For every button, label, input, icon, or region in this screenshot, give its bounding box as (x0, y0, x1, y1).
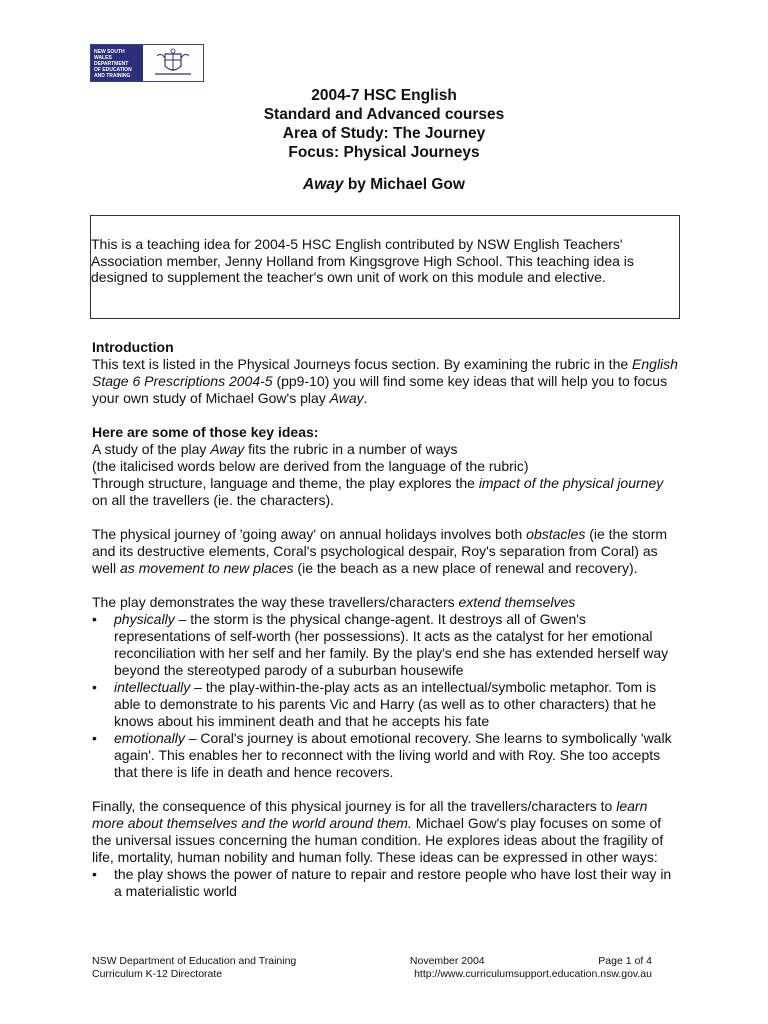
footer-url[interactable]: http://www.curriculumsupport.education.nsw.gov.au (414, 967, 652, 980)
ki-l3b: impact of the physical journey (478, 475, 664, 491)
list-item (92, 730, 682, 781)
extend-paragraph (92, 594, 682, 611)
list-item (92, 866, 682, 900)
ki-l1b: Away (210, 441, 245, 457)
p3b: extend themselves (458, 594, 576, 610)
key-ideas-line-2: (the italicised words below are derived from the language of the rubric) (92, 458, 529, 474)
bullet-em: physically (114, 611, 175, 627)
ki-l1c: fits the rubric in a number of ways (244, 441, 458, 457)
title-line-4: Focus: Physical Journeys (288, 144, 480, 161)
coat-of-arms-icon (143, 45, 203, 81)
contributor-text: This is a teaching idea for 2004-5 HSC English contributed by NSW English Teachers' Association member, Jenny Holland from Kingsgrove High School. This teaching idea is designed to supplement the teacher's own unit of work on this module and elective. (91, 236, 634, 285)
p2e: (ie the beach as a new place of renewal and recovery). (293, 560, 638, 576)
footer-date: November 2004 (409, 955, 485, 967)
intro-play-name: Away (329, 390, 364, 406)
bullet-icon: • (92, 730, 97, 746)
extend-list (92, 611, 682, 781)
work-title (0, 175, 768, 194)
p2a: The physical journey of 'going away' on annual holidays involves both (92, 526, 527, 542)
p4a: Finally, the consequence of this physical journey is for all the travellers/characters to (92, 798, 617, 814)
finally-paragraph (92, 798, 682, 866)
p2b: obstacles (526, 526, 586, 542)
title-line-3: Area of Study: The Journey (282, 125, 486, 142)
intro-heading: Introduction (92, 339, 174, 355)
p3a: The play demonstrates the way these travellers/characters (92, 594, 459, 610)
bullet-text: – Coral's journey is about emotional recovery. She learns to symbolically 'walk again'. This enables her to reconnect with the living world and with Roy. She too accepts that there is life in death and hence recovers. (114, 730, 672, 780)
bullet-em: intellectually (114, 679, 191, 695)
bullet-text: – the storm is the physical change-agent. It destroys all of Gwen's representations of self-worth (her possessions). It acts as the catalyst for her emotional reconciliation with her self and her family. By the play's end she has extended herself way beyond the stereotyped parody of a suburban housewife (114, 611, 669, 678)
nsw-det-logo (90, 44, 204, 82)
contributor-box (90, 215, 680, 319)
p2c: (ie the storm and its destructive elements, Coral's psychological despair, Roy's separation from Coral) as well (92, 526, 668, 576)
work-name: Away (303, 176, 344, 193)
bullet-icon: • (92, 611, 97, 627)
bullet-icon: • (92, 866, 97, 882)
document-title (0, 86, 768, 194)
ki-l3a: Through structure, language and theme, the play explores the (92, 475, 479, 491)
bullet-icon: • (92, 679, 97, 695)
key-ideas-line-3 (92, 475, 682, 509)
key-ideas-line-1 (92, 441, 682, 458)
journey-paragraph (92, 526, 682, 577)
intro-paragraph (92, 356, 682, 407)
bullet-text: the play shows the power of nature to repair and restore people who have lost their way in a materialistic world (114, 866, 672, 899)
ki-l1a: A study of the play (92, 441, 211, 457)
footer-dept: NSW Department of Education and Training (92, 955, 297, 967)
list-item (92, 679, 682, 730)
intro-text-5: . (363, 390, 368, 406)
bullet-em: emotionally (114, 730, 185, 746)
title-line-1: 2004-7 HSC English (311, 87, 457, 104)
work-author: by Michael Gow (343, 176, 465, 193)
list-item (92, 611, 682, 679)
logo-text: NEW SOUTH WALES DEPARTMENT OF EDUCATION AND TRAINING (91, 45, 143, 81)
ki-l3c: on all the travellers (ie. the characters). (92, 492, 334, 508)
intro-text-3: (pp9-10) you will find some key ideas that will help you to focus your own study of Michael Gow's play (92, 373, 668, 406)
key-ideas-heading: Here are some of those key ideas: (92, 424, 319, 440)
document-body (92, 339, 682, 900)
title-line-2: Standard and Advanced courses (263, 106, 505, 123)
ideas-list (92, 866, 682, 900)
footer-page: Page 1 of 4 (598, 955, 652, 967)
intro-text-1: This text is listed in the Physical Journeys focus section. By examining the rubric in the (92, 356, 633, 372)
intro-prescriptions: English Stage 6 Prescriptions 2004-5 (92, 356, 678, 389)
p4c: Michael Gow's play focuses on some of the universal issues concerning the human condition. He explores ideas about the fragility of life, mortality, human nobility and human folly. These ideas can be expressed in other ways: (92, 815, 664, 865)
p4b: learn more about themselves and the world around them. (92, 798, 648, 831)
page-footer (92, 955, 652, 980)
footer-directorate: Curriculum K-12 Directorate (92, 967, 223, 980)
p2d: as movement to new places (120, 560, 294, 576)
bullet-text: – the play-within-the-play acts as an intellectual/symbolic metaphor. Tom is able to demonstrate to his parents Vic and Harry (as well as to other characters) that he knows about his imminent death and that he accepts his fate (114, 679, 657, 729)
